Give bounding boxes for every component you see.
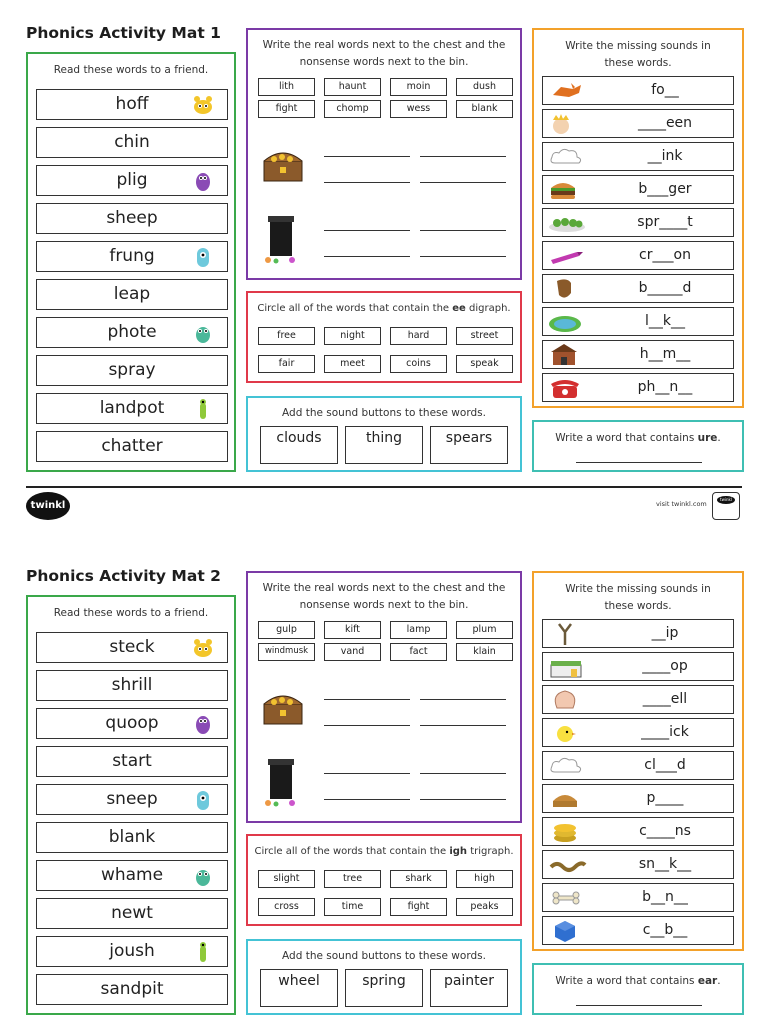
read-words-panel [26,52,236,472]
missing-row[interactable]: spr____t [542,208,734,237]
word-chip: windmusk [258,643,315,661]
chest-instruction: Write the real words next to the chest and the nonsense words next to the bin. [262,582,506,611]
read-word: sneep [36,784,228,815]
read-word: hoff [36,89,228,120]
missing-sounds-panel [532,28,744,408]
read-word: shrill [36,670,228,701]
read-word: leap [36,279,228,310]
read-word: sandpit [36,974,228,1005]
write-word-panel [532,420,744,472]
read-word: newt [36,898,228,929]
house-icon [547,343,587,367]
word-chip: blank [456,100,513,118]
missing-row[interactable]: ph__n__ [542,373,734,402]
sound-buttons-panel [246,939,522,1015]
read-word: sheep [36,203,228,234]
read-word: whame [36,860,228,891]
word-chip[interactable]: speak [456,355,513,373]
word-chip[interactable]: slight [258,870,315,888]
quality-badge: twinkl [712,492,740,520]
shop-icon [547,655,587,679]
answer-line[interactable] [420,725,506,726]
fox-icon [547,79,587,103]
answer-line[interactable] [420,256,506,257]
read-word: spray [36,355,228,386]
answer-line[interactable] [576,1005,702,1006]
lake-icon [547,310,587,334]
read-word: chin [36,127,228,158]
answer-line[interactable] [420,799,506,800]
word-chip[interactable]: time [324,898,381,916]
missing-row[interactable]: __ip [542,619,734,648]
monster-icon [191,940,215,964]
sound-instruction: Add the sound buttons to these words. [282,950,486,962]
answer-line[interactable] [576,462,702,463]
monster-icon [191,169,215,193]
missing-row[interactable]: c__b__ [542,916,734,945]
answer-line[interactable] [420,773,506,774]
missing-row[interactable]: ____ick [542,718,734,747]
read-word: phote [36,317,228,348]
word-chip[interactable]: free [258,327,315,345]
read-instruction: Read these words to a friend. [53,607,209,619]
word-chip[interactable]: peaks [456,898,513,916]
word-chip[interactable]: fight [390,898,447,916]
monster-icon [191,788,215,812]
circle-words-panel [246,834,522,926]
word-chip[interactable]: fair [258,355,315,373]
word-chip: plum [456,621,513,639]
twig-icon [547,622,587,646]
answer-line[interactable] [324,182,410,183]
answer-line[interactable] [324,256,410,257]
coins-icon [547,820,587,844]
word-chip: moin [390,78,447,96]
answer-line[interactable] [324,773,410,774]
chest-instruction: Write the real words next to the chest and the nonsense words next to the bin. [262,39,506,68]
sound-buttons-panel [246,396,522,472]
word-chip: dush [456,78,513,96]
missing-instruction: Write the missing sounds in these words. [565,583,711,612]
missing-row[interactable]: b_____d [542,274,734,303]
write-word-panel [532,963,744,1015]
treasure-chest-icon [260,145,306,185]
word-chip: vand [324,643,381,661]
answer-line[interactable] [324,799,410,800]
missing-row[interactable]: l__k__ [542,307,734,336]
activity-mat-1 [0,0,768,511]
missing-row[interactable]: c____ns [542,817,734,846]
queen-icon [547,112,587,136]
read-words-panel [26,595,236,1015]
circle-instruction: Circle all of the words that contain the ee digraph. [257,303,511,314]
word-chip[interactable]: coins [390,355,447,373]
sound-instruction: Add the sound buttons to these words. [282,407,486,419]
monster-icon [191,864,215,888]
answer-line[interactable] [420,230,506,231]
word-chip: fight [258,100,315,118]
write-instruction: Write a word that contains ear. [555,975,721,987]
chick-icon [547,721,587,745]
word-chip: haunt [324,78,381,96]
word-chip: kift [324,621,381,639]
missing-row[interactable]: ____een [542,109,734,138]
snake-icon [547,853,587,877]
read-word: frung [36,241,228,272]
shell-icon [547,688,587,712]
cube-icon [547,919,587,943]
missing-row[interactable]: __ink [542,142,734,171]
read-word: blank [36,822,228,853]
word-chip: lith [258,78,315,96]
missing-instruction: Write the missing sounds in these words. [565,40,711,69]
answer-line[interactable] [324,156,410,157]
circle-words-panel [246,291,522,383]
monster-icon [191,712,215,736]
beard-icon [547,277,587,301]
read-word: landpot [36,393,228,424]
monster-icon [191,93,215,117]
mat-title: Phonics Activity Mat 2 [26,567,221,585]
footer-divider [26,486,742,488]
word-chip[interactable]: shark [390,870,447,888]
word-chip: wess [390,100,447,118]
missing-sounds-panel [532,571,744,951]
activity-mat-2 [0,543,768,1023]
word-chip: gulp [258,621,315,639]
monster-icon [191,245,215,269]
visit-link-text: visit twinkl.com [656,500,707,508]
phone-icon [547,376,587,400]
pie-icon [547,787,587,811]
read-word: start [36,746,228,777]
sound-word-box[interactable]: spears [430,426,508,464]
bin-icon [262,212,302,264]
word-chip: fact [390,643,447,661]
sound-word-box[interactable]: spring [345,969,423,1007]
sound-word-box[interactable]: painter [430,969,508,1007]
crayon-icon [547,244,587,268]
word-chip: klain [456,643,513,661]
word-chip: chomp [324,100,381,118]
missing-row[interactable]: p____ [542,784,734,813]
bone-icon [547,886,587,910]
word-chip[interactable]: night [324,327,381,345]
treasure-chest-icon [260,688,306,728]
monster-icon [191,636,215,660]
cloud-icon [547,754,587,778]
burger-icon [547,178,587,202]
answer-line[interactable] [420,156,506,157]
word-chip: lamp [390,621,447,639]
chest-bin-panel [246,28,522,280]
monster-icon [191,321,215,345]
missing-row[interactable]: ____op [542,652,734,681]
bin-icon [262,755,302,807]
word-chip[interactable]: tree [324,870,381,888]
cloud-icon [547,145,587,169]
write-instruction: Write a word that contains ure. [555,432,721,444]
answer-line[interactable] [420,182,506,183]
monster-icon [191,397,215,421]
read-word: joush [36,936,228,967]
read-instruction: Read these words to a friend. [53,64,209,76]
circle-instruction: Circle all of the words that contain the igh trigraph. [254,846,514,857]
missing-row[interactable]: b__n__ [542,883,734,912]
missing-row[interactable]: cl___d [542,751,734,780]
sound-word-box[interactable]: thing [345,426,423,464]
mat-title: Phonics Activity Mat 1 [26,24,221,42]
read-word: quoop [36,708,228,739]
word-chip[interactable]: street [456,327,513,345]
missing-row[interactable]: b___ger [542,175,734,204]
read-word: steck [36,632,228,663]
missing-row[interactable]: ____ell [542,685,734,714]
sound-word-box[interactable]: clouds [260,426,338,464]
missing-row[interactable]: sn__k__ [542,850,734,879]
word-chip[interactable]: high [456,870,513,888]
answer-line[interactable] [324,699,410,700]
read-word: chatter [36,431,228,462]
missing-row[interactable]: h__m__ [542,340,734,369]
twinkl-logo: twinkl [26,492,70,520]
answer-line[interactable] [324,725,410,726]
answer-line[interactable] [324,230,410,231]
missing-row[interactable]: fo__ [542,76,734,105]
sound-word-box[interactable]: wheel [260,969,338,1007]
read-word: plig [36,165,228,196]
chest-bin-panel [246,571,522,823]
missing-row[interactable]: cr___on [542,241,734,270]
word-chip[interactable]: cross [258,898,315,916]
answer-line[interactable] [420,699,506,700]
word-chip[interactable]: hard [390,327,447,345]
sprouts-icon [547,211,587,235]
word-chip[interactable]: meet [324,355,381,373]
